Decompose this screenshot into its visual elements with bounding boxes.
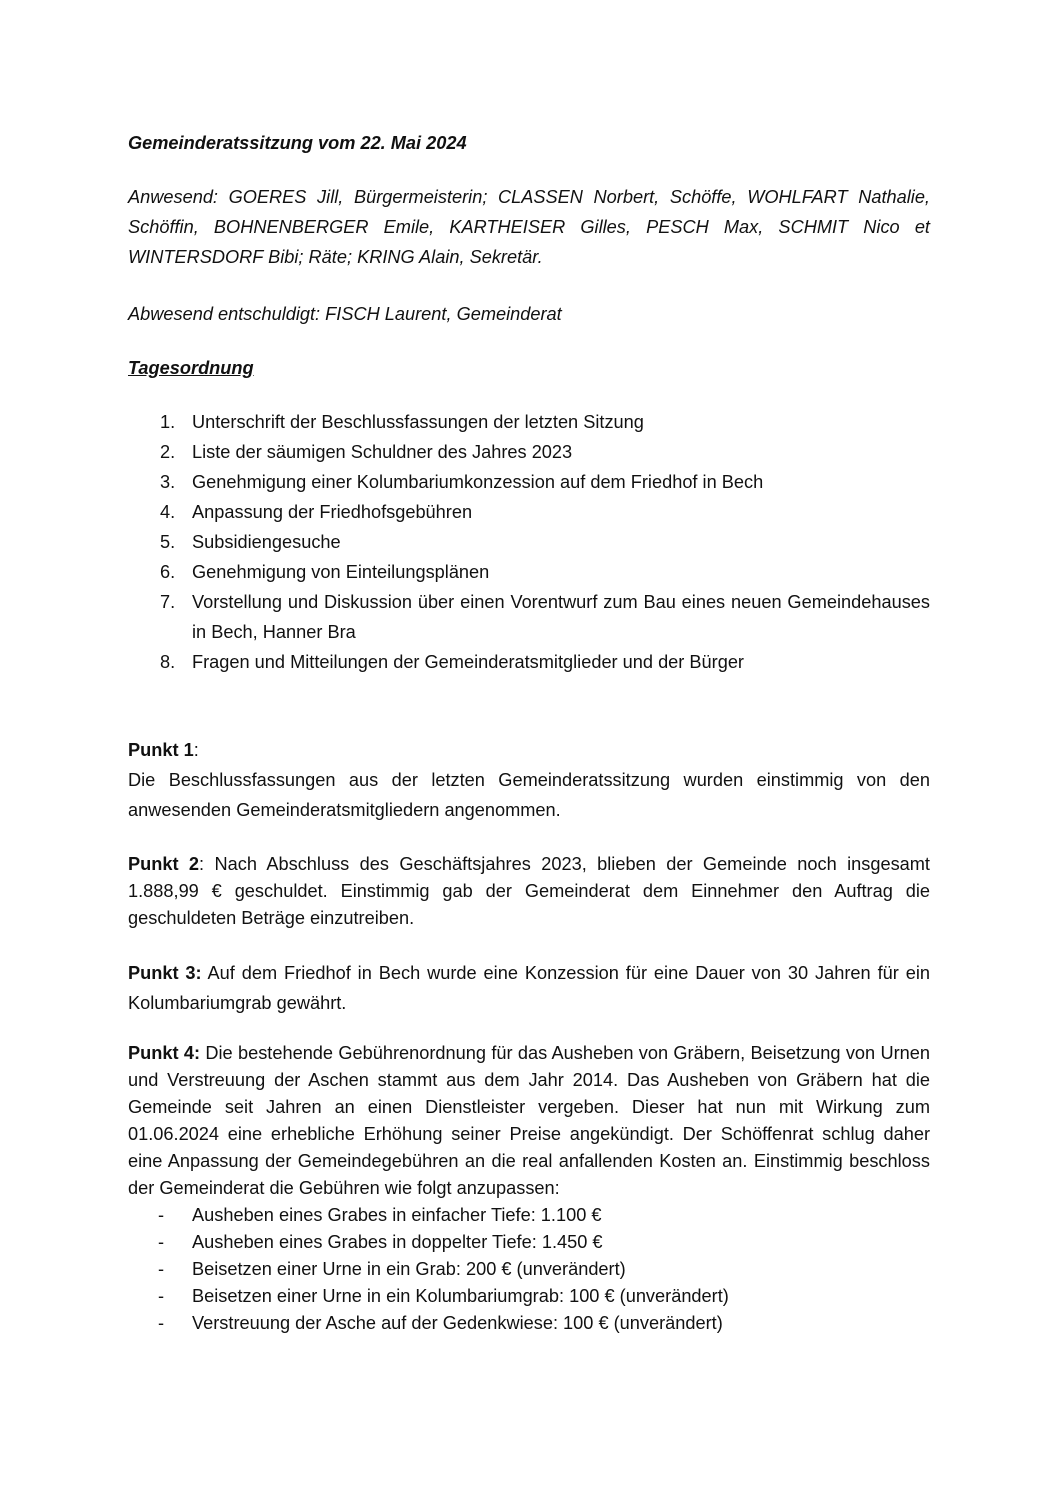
punkt4-label: Punkt 4: [128, 1043, 201, 1063]
punkt2-label: Punkt 2 [128, 854, 200, 874]
punkt2-paragraph: Punkt 2: Nach Abschluss des Geschäftsjahres 2023, blieben der Gemeinde noch insgesamt 1.888,99 € geschuldet. Einstimmig gab der Gemeinderat dem Einnehmer den Auftrag die geschuldeten Beträge einzutreiben. [128, 854, 930, 928]
attendance-absent: Abwesend entschuldigt: FISCH Laurent, Gemeinderat [128, 304, 562, 324]
punkt3-paragraph: Punkt 3: Auf dem Friedhof in Bech wurde eine Konzession für eine Dauer von 30 Jahren für ein Kolumbariumgrab gewährt. [128, 963, 930, 1013]
fee-item: - Verstreuung der Asche auf der Gedenkwiese: 100 € (unverändert) [158, 1313, 723, 1333]
agenda-item: 1. Unterschrift der Beschlussfassungen der letzten Sitzung [160, 412, 644, 432]
punkt1-label: Punkt 1 [128, 740, 194, 760]
fee-item: - Beisetzen einer Urne in ein Grab: 200 € (unverändert) [158, 1259, 626, 1279]
punkt1-text: Die Beschlussfassungen aus der letzten Gemeinderatssitzung wurden einstimmig von den anwesenden Gemeinderatsmitgliedern angenommen. [128, 770, 930, 820]
agenda-item: 6. Genehmigung von Einteilungsplänen [160, 562, 490, 582]
punkt1-heading: Punkt 1: [128, 740, 199, 760]
attendance-present: Anwesend: GOERES Jill, Bürgermeisterin; CLASSEN Norbert, Schöffe, WOHLFART Nathalie, Schöffin, BOHNENBERGER Emile, KARTHEISER Gilles, PESCH Max, SCHMIT Nico et WINTERSDORF Bibi; Räte; KRING Alain, Sekretär. [128, 187, 930, 267]
document-title: Gemeinderatssitzung vom 22. Mai 2024 [128, 133, 467, 153]
punkt3-label: Punkt 3: [128, 963, 202, 983]
punkt4-paragraph: Punkt 4: Die bestehende Gebührenordnung für das Ausheben von Gräbern, Beisetzung von Urnen und Verstreuung der Aschen stammt aus dem Jahr 2014. Das Ausheben von Gräbern hat die Gemeinde seit Jahren an einen Dienstleister vergeben. Dieser hat nun mit Wirkung zum 01.06.2024 eine erhebliche Erhöhung seiner Preise angekündigt. Der Schöffenrat schlug daher eine Anpassung der Gemeindegebühren an die real anfallenden Kosten an. Einstimmig beschloss der Gemeinderat die Gebühren wie folgt anzupassen: [128, 1043, 931, 1198]
fee-item: - Ausheben eines Grabes in doppelter Tiefe: 1.450 € [158, 1232, 603, 1252]
agenda-item: 7. Vorstellung und Diskussion über einen Vorentwurf zum Bau eines neuen Gemeindehauses in Bech, Hanner Bra [160, 592, 930, 642]
fee-item: - Ausheben eines Grabes in einfacher Tiefe: 1.100 € [158, 1205, 602, 1225]
agenda-list [128, 407, 930, 677]
document-page [128, 128, 930, 1337]
agenda-item: 2. Liste der säumigen Schuldner des Jahres 2023 [160, 442, 573, 462]
agenda-item: 8. Fragen und Mitteilungen der Gemeinderatsmitglieder und der Bürger [160, 652, 744, 672]
agenda-heading: Tagesordnung [128, 358, 254, 378]
punkt4-section [128, 1040, 930, 1337]
fee-list [128, 1202, 930, 1337]
agenda-item: 5. Subsidiengesuche [160, 532, 341, 552]
fee-item: - Beisetzen einer Urne in ein Kolumbariumgrab: 100 € (unverändert) [158, 1286, 729, 1306]
agenda-item: 3. Genehmigung einer Kolumbariumkonzession auf dem Friedhof in Bech [160, 472, 764, 492]
agenda-item: 4. Anpassung der Friedhofsgebühren [160, 502, 473, 522]
